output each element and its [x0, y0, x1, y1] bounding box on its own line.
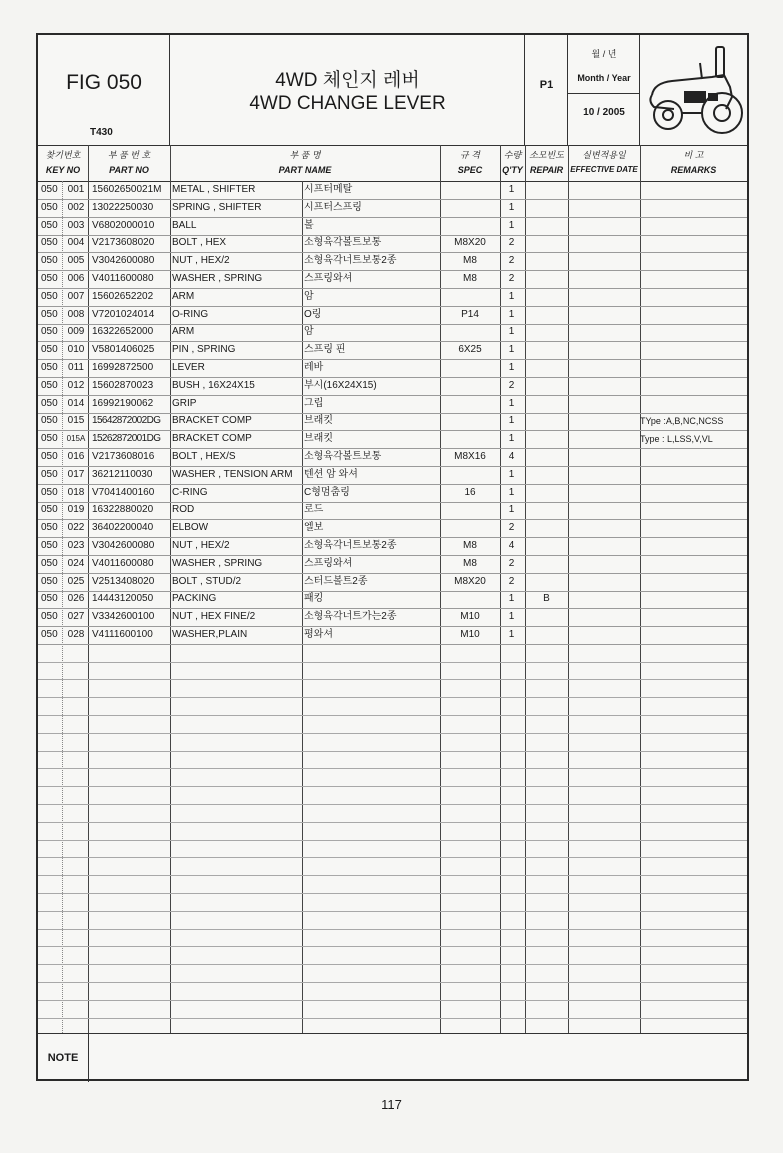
sheet-header — [38, 35, 747, 146]
row-figure: 050 — [41, 397, 58, 409]
row-repair: B — [543, 593, 550, 605]
row-part-name-english: BRACKET COMP — [172, 415, 252, 427]
page-number: 117 — [381, 1097, 402, 1112]
row-key-no: 015A — [66, 434, 86, 444]
row-part-name-english: O-RING — [172, 308, 209, 320]
row-part-name-english: WASHER , SPRING — [172, 557, 263, 569]
row-quantity: 2 — [508, 379, 515, 391]
row-part-no: 15262872001DG — [92, 433, 161, 445]
row-figure: 050 — [41, 219, 58, 231]
row-part-no: V6802000010 — [92, 219, 155, 231]
table-row — [38, 359, 747, 378]
col-name-english: PART NAME — [278, 165, 332, 175]
empty-rule-line — [38, 840, 747, 841]
row-key-no: 026 — [67, 593, 85, 605]
row-key-no: 025 — [67, 575, 85, 587]
empty-rule-line — [38, 946, 747, 947]
col-spec-english: SPEC — [457, 165, 483, 175]
row-part-no: V3042600080 — [92, 255, 155, 267]
table-row — [38, 519, 747, 538]
row-quantity: 1 — [508, 219, 515, 231]
row-part-name-english: C-RING — [172, 486, 208, 498]
empty-rule-line — [38, 751, 747, 752]
row-part-name-english: METAL , SHIFTER — [172, 184, 256, 195]
row-spec: 6X25 — [458, 344, 482, 356]
date-label-korean: 월 / 년 — [591, 49, 617, 59]
row-part-name-english: SPRING , SHIFTER — [172, 201, 262, 213]
row-part-name-english: LEVER — [172, 362, 205, 373]
row-part-name-korean: 볼 — [304, 219, 314, 231]
row-part-name-korean: 암 — [304, 290, 314, 302]
row-part-no: 15642872002DG — [92, 415, 161, 427]
table-row — [38, 608, 747, 627]
row-part-no: 13022250030 — [92, 201, 154, 213]
row-part-name-english: ARM — [172, 326, 195, 338]
table-row — [38, 537, 747, 556]
row-quantity: 4 — [508, 540, 515, 551]
table-row — [38, 377, 747, 396]
row-key-no: 009 — [67, 326, 85, 338]
table-row — [38, 626, 747, 645]
row-key-no: 027 — [67, 611, 85, 623]
row-part-name-korean: 평와셔 — [304, 629, 333, 640]
row-part-no: 36212110030 — [92, 468, 153, 480]
empty-rule-line — [38, 1018, 747, 1019]
table-row — [38, 590, 747, 609]
illustration-box — [640, 35, 747, 145]
col-part-english: PART NO — [109, 165, 149, 175]
title-english: 4WD CHANGE LEVER — [249, 93, 446, 114]
row-key-no: 007 — [67, 290, 85, 302]
row-quantity: 2 — [508, 522, 515, 534]
row-part-name-korean: 그립 — [304, 397, 324, 409]
col-qty-english: Q'TY — [502, 165, 523, 175]
row-quantity: 1 — [508, 344, 515, 356]
table-row — [38, 306, 747, 325]
row-quantity: 1 — [508, 629, 515, 640]
row-quantity: 4 — [508, 451, 515, 462]
empty-rule-line — [38, 982, 747, 983]
row-part-no: 15602870023 — [92, 379, 154, 391]
row-figure: 050 — [41, 362, 58, 373]
row-quantity: 2 — [508, 237, 515, 249]
row-spec: M10 — [460, 611, 480, 623]
table-row — [38, 430, 747, 449]
row-quantity: 1 — [508, 486, 515, 498]
row-part-name-korean: 소형육각너트보통2종 — [304, 255, 397, 267]
row-part-name-korean: 텐션 암 와셔 — [304, 468, 358, 480]
row-part-no: V4111600100 — [92, 629, 153, 640]
row-key-no: 008 — [67, 308, 85, 320]
row-part-no: 16322652000 — [92, 326, 154, 338]
row-part-name-english: GRIP — [172, 397, 197, 409]
empty-rule-line — [38, 911, 747, 912]
row-part-name-korean: 스프링와셔 — [304, 273, 353, 284]
row-part-no: 15602652202 — [92, 290, 154, 302]
empty-rule-line — [38, 929, 747, 930]
row-spec: M8X16 — [454, 451, 486, 462]
empty-rule-line — [38, 875, 747, 876]
row-part-no: V2513408020 — [92, 575, 155, 587]
row-key-no: 003 — [67, 219, 85, 231]
empty-rule-line — [38, 768, 747, 769]
row-part-name-english: ELBOW — [172, 522, 209, 534]
row-figure: 050 — [41, 184, 58, 195]
row-part-no: 36402200040 — [92, 522, 154, 534]
figure-number: FIG 050 — [66, 71, 142, 94]
row-figure: 050 — [41, 237, 58, 249]
row-figure: 050 — [41, 575, 58, 587]
table-row — [38, 341, 747, 360]
col-name-korean: 부 품 명 — [289, 150, 321, 160]
date-value: 10 / 2005 — [583, 107, 625, 118]
page-ref-box — [525, 35, 568, 145]
table-row — [38, 573, 747, 592]
figure-box — [38, 35, 170, 145]
row-figure: 050 — [41, 611, 58, 623]
empty-rule-line — [38, 857, 747, 858]
row-quantity: 2 — [508, 575, 515, 587]
row-part-no: 16992190062 — [92, 397, 154, 409]
row-remarks: TYpe :A,B,NC,NCSS — [640, 416, 724, 427]
empty-rule-line — [38, 964, 747, 965]
row-quantity: 1 — [508, 433, 515, 445]
row-figure: 050 — [41, 379, 58, 391]
row-key-no: 024 — [67, 557, 85, 569]
table-row — [38, 252, 747, 271]
row-part-name-english: ROD — [172, 504, 195, 516]
row-figure: 050 — [41, 468, 58, 480]
row-part-name-english: ARM — [172, 290, 195, 302]
row-part-name-english: NUT , HEX/2 — [172, 255, 230, 267]
row-spec: M8X20 — [454, 237, 486, 249]
row-quantity: 2 — [508, 273, 515, 284]
row-spec: M8 — [463, 557, 477, 569]
row-spec: P14 — [461, 308, 479, 320]
row-figure: 050 — [41, 255, 58, 267]
row-part-name-korean: 소형육각너트가는2종 — [304, 611, 397, 623]
col-remarks-korean: 비 고 — [683, 150, 704, 160]
row-figure: 050 — [41, 415, 58, 427]
note-section — [38, 1033, 747, 1082]
row-part-no: V2173608016 — [92, 451, 155, 462]
empty-rule-line — [38, 733, 747, 734]
row-key-no: 004 — [67, 237, 85, 249]
table-row — [38, 199, 747, 218]
table-row — [38, 466, 747, 485]
empty-rule-line — [38, 822, 747, 823]
row-spec: 16 — [464, 486, 476, 498]
row-key-no: 010 — [67, 344, 85, 356]
table-row — [38, 412, 747, 431]
row-figure: 050 — [41, 629, 58, 640]
row-part-name-english: BRACKET COMP — [172, 433, 252, 445]
tractor-icon — [640, 35, 747, 145]
table-row — [38, 555, 747, 574]
row-quantity: 1 — [508, 415, 515, 427]
title-korean: 4WD 체인지 레버 — [275, 70, 420, 91]
row-key-no: 006 — [67, 273, 85, 284]
row-part-name-english: NUT , HEX FINE/2 — [172, 611, 256, 623]
row-part-name-english: NUT , HEX/2 — [172, 540, 230, 551]
row-key-no: 023 — [67, 540, 85, 551]
row-part-name-english: WASHER,PLAIN — [172, 629, 248, 640]
row-part-name-korean: 스프링와셔 — [304, 557, 353, 569]
row-part-no: V7201024014 — [92, 308, 155, 320]
row-key-no: 015 — [67, 415, 85, 427]
table-row — [38, 288, 747, 307]
table-row — [38, 395, 747, 414]
row-part-no: V2173608020 — [92, 237, 155, 249]
row-part-name-korean: 스프링 핀 — [304, 344, 346, 356]
row-key-no: 002 — [67, 201, 85, 213]
table-row — [38, 217, 747, 236]
row-part-name-english: WASHER , TENSION ARM — [172, 468, 293, 480]
row-figure: 050 — [41, 593, 58, 605]
row-key-no: 011 — [68, 362, 84, 373]
row-part-no: 15602650021M — [92, 184, 162, 195]
col-qty-korean: 수량 — [503, 150, 522, 160]
row-key-no: 017 — [67, 468, 85, 480]
row-part-name-korean: 시프터메탈 — [304, 184, 353, 195]
row-part-no: V4011600080 — [92, 273, 154, 284]
row-part-name-korean: 엘보 — [304, 522, 324, 534]
row-part-name-english: BOLT , HEX — [172, 237, 227, 249]
empty-rule-line — [38, 679, 747, 680]
row-spec: M8X20 — [454, 575, 486, 587]
row-quantity: 1 — [508, 184, 515, 195]
row-part-no: V7041400160 — [92, 486, 155, 498]
row-figure: 050 — [41, 540, 58, 551]
row-part-name-korean: 스터드볼트2종 — [304, 575, 368, 587]
row-part-name-korean: 패킹 — [304, 593, 324, 605]
row-figure: 050 — [41, 201, 58, 213]
row-part-name-korean: 브래킷 — [304, 415, 333, 427]
empty-rule-line — [38, 715, 747, 716]
row-key-no: 019 — [67, 504, 85, 516]
row-quantity: 1 — [508, 290, 515, 302]
row-part-name-english: BUSH , 16X24X15 — [172, 379, 255, 391]
row-figure: 050 — [41, 344, 58, 356]
col-key-korean: 찾기번호 — [45, 150, 81, 160]
row-figure: 050 — [41, 486, 58, 498]
row-figure: 050 — [41, 433, 58, 445]
row-figure: 050 — [41, 557, 58, 569]
table-row — [38, 448, 747, 467]
row-quantity: 1 — [508, 611, 515, 623]
row-part-name-korean: 소형육각너트보통2종 — [304, 540, 397, 551]
table-row — [38, 270, 747, 289]
col-repair-english: REPAIR — [529, 165, 564, 175]
row-figure: 050 — [41, 504, 58, 516]
row-quantity: 1 — [508, 201, 515, 213]
row-part-name-korean: 소형육각볼트보통 — [304, 451, 382, 462]
table-row — [38, 501, 747, 520]
row-part-no: V5801406025 — [92, 344, 155, 356]
row-quantity: 1 — [508, 308, 515, 320]
col-spec-korean: 규 격 — [460, 150, 480, 160]
row-key-no: 005 — [67, 255, 85, 267]
row-figure: 050 — [41, 522, 58, 534]
row-key-no: 001 — [67, 184, 85, 195]
table-row — [38, 234, 747, 253]
col-repair-korean: 소모빈도 — [529, 150, 564, 160]
row-figure: 050 — [41, 308, 58, 320]
empty-rule-line — [38, 804, 747, 805]
row-spec: M8 — [463, 273, 477, 284]
row-part-no: 16322880020 — [92, 504, 154, 516]
model-code: T430 — [90, 127, 113, 138]
row-quantity: 1 — [508, 468, 515, 480]
row-quantity: 1 — [508, 362, 515, 373]
row-part-no: 16992872500 — [92, 362, 154, 373]
empty-rule-line — [38, 662, 747, 663]
row-part-name-korean: O링 — [304, 308, 322, 320]
col-effective-korean: 실변적용일 — [582, 150, 626, 160]
row-figure: 050 — [41, 451, 58, 462]
row-part-name-korean: 암 — [304, 326, 314, 338]
date-box — [568, 35, 640, 145]
note-label: NOTE — [38, 1034, 89, 1082]
row-part-name-korean: 로드 — [304, 504, 324, 516]
row-quantity: 2 — [508, 255, 515, 267]
row-figure: 050 — [41, 273, 58, 284]
row-part-no: 14443120050 — [92, 593, 154, 605]
row-part-name-english: WASHER , SPRING — [172, 273, 263, 284]
row-part-no: V4011600080 — [92, 557, 154, 569]
row-part-name-english: PACKING — [172, 593, 217, 605]
row-key-no: 014 — [67, 397, 85, 409]
row-key-no: 018 — [67, 486, 85, 498]
row-key-no: 022 — [67, 522, 85, 534]
row-quantity: 1 — [508, 326, 515, 338]
row-spec: M8 — [463, 255, 477, 267]
row-part-no: V3042600080 — [92, 540, 155, 551]
table-row — [38, 181, 747, 200]
row-quantity: 2 — [508, 557, 515, 569]
parts-sheet — [36, 33, 749, 1081]
row-part-name-korean: 레바 — [304, 362, 324, 373]
row-part-name-korean: 브래킷 — [304, 433, 333, 445]
table-row — [38, 484, 747, 503]
row-part-name-korean: 부시(16X24X15) — [304, 379, 377, 391]
empty-rule-line — [38, 1000, 747, 1001]
row-key-no: 016 — [67, 451, 85, 462]
row-part-name-english: BOLT , HEX/S — [172, 451, 236, 462]
row-quantity: 1 — [508, 593, 515, 605]
col-key-english: KEY NO — [45, 165, 81, 175]
row-key-no: 028 — [67, 629, 85, 640]
row-part-name-korean: 시프터스프링 — [304, 201, 362, 213]
row-part-name-korean: 소형육각볼트보통 — [304, 237, 382, 249]
title-box — [170, 35, 525, 145]
row-key-no: 012 — [67, 379, 85, 391]
empty-rule-line — [38, 697, 747, 698]
page-ref: P1 — [539, 79, 554, 91]
row-remarks: Type : L,LSS,V,VL — [640, 434, 713, 445]
col-effective-english: EFFECTIVE DATE — [570, 165, 638, 174]
row-quantity: 1 — [508, 504, 515, 516]
row-spec: M8 — [463, 540, 477, 551]
row-quantity: 1 — [508, 397, 515, 409]
col-remarks-english: REMARKS — [670, 165, 717, 175]
empty-rule-line — [38, 786, 747, 787]
row-figure: 050 — [41, 290, 58, 302]
row-part-name-english: BOLT , STUD/2 — [172, 575, 242, 587]
row-spec: M10 — [460, 629, 480, 640]
row-part-name-english: BALL — [172, 219, 197, 231]
row-part-name-korean: C형멈춤링 — [304, 486, 350, 498]
col-part-korean: 부 품 번 호 — [107, 150, 151, 160]
date-label-english: Month / Year — [577, 73, 631, 83]
table-row — [38, 323, 747, 342]
empty-rule-line — [38, 893, 747, 894]
row-figure: 050 — [41, 326, 58, 338]
row-part-no: V3342600100 — [92, 611, 155, 623]
row-part-name-english: PIN , SPRING — [172, 344, 236, 356]
